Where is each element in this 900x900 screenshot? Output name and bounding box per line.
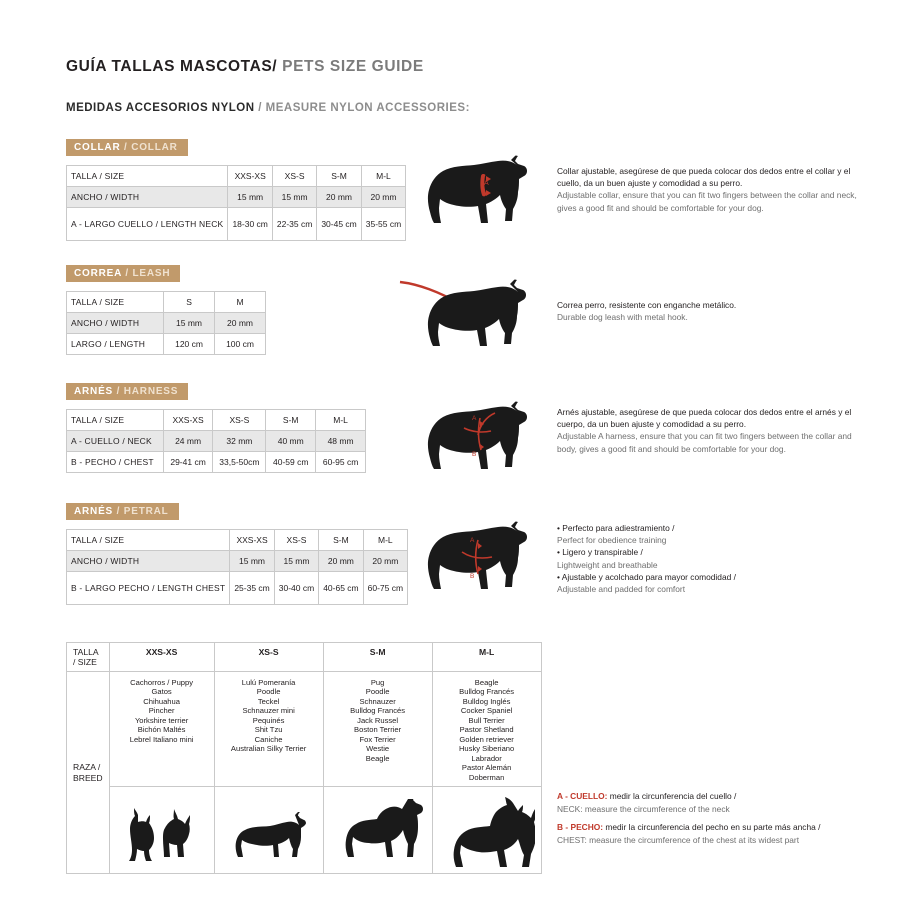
cell: 29-41 cm bbox=[163, 452, 213, 473]
cell: 15 mm bbox=[228, 187, 272, 208]
breed-name: Teckel bbox=[257, 696, 280, 706]
table-row bbox=[67, 787, 542, 874]
breed-size-m-l: M-L bbox=[432, 643, 541, 672]
cell: 40-59 cm bbox=[266, 452, 316, 473]
bullet-3-en: Adjustable and padded for comfort bbox=[557, 583, 686, 594]
breed-name: Pincher bbox=[148, 706, 175, 716]
breed-name: Poodle bbox=[365, 687, 390, 697]
cell: 32 mm bbox=[213, 431, 266, 452]
table-row bbox=[67, 452, 366, 473]
breed-name: Australian Silky Terrier bbox=[230, 744, 307, 754]
bullet-3-es: • Ajustable y acolchado para mayor comodidad / bbox=[557, 571, 736, 582]
table-row bbox=[67, 166, 406, 187]
description-leash-en: Durable dog leash with metal hook. bbox=[557, 312, 688, 323]
cell: 33,5-50cm bbox=[213, 452, 266, 473]
cell: S-M bbox=[317, 166, 361, 187]
breed-name: Shit Tzu bbox=[254, 725, 283, 735]
cell: 60-95 cm bbox=[316, 452, 366, 473]
table-breeds bbox=[66, 642, 542, 874]
breed-list-s-m bbox=[323, 672, 432, 787]
page-subtitle-en: / MEASURE NYLON ACCESSORIES: bbox=[254, 102, 470, 114]
table-row bbox=[67, 410, 366, 431]
cell: 120 cm bbox=[164, 334, 215, 355]
breed-name: Schnauzer bbox=[359, 696, 396, 706]
cell: XXS-XS bbox=[230, 530, 274, 551]
page-subtitle bbox=[66, 102, 470, 114]
breed-name: Lulú Pomeranía bbox=[241, 678, 296, 687]
row-label: B - PECHO / CHEST bbox=[67, 452, 164, 473]
table-row bbox=[67, 572, 408, 605]
cell: 25-35 cm bbox=[230, 572, 274, 605]
breed-name: Yorkshire terrier bbox=[134, 715, 189, 725]
row-label: LARGO / LENGTH bbox=[67, 334, 164, 355]
cell: M-L bbox=[361, 166, 405, 187]
breed-name: Westie bbox=[366, 744, 390, 754]
breed-name: Fox Terrier bbox=[359, 734, 396, 744]
breed-name: Golden retriever bbox=[459, 734, 514, 744]
table-row bbox=[67, 431, 366, 452]
breed-name: Lebrel Italiano mini bbox=[129, 734, 194, 744]
cell: 15 mm bbox=[164, 313, 215, 334]
cell: 15 mm bbox=[272, 187, 316, 208]
section-tag-petral bbox=[66, 503, 179, 520]
illustration-dog-harness bbox=[400, 398, 550, 493]
illustration-dog-collar bbox=[400, 152, 550, 247]
cell: M-L bbox=[363, 530, 407, 551]
breed-illustration-xxs-xs bbox=[109, 787, 214, 874]
breed-size-s-m: S-M bbox=[323, 643, 432, 672]
breed-row-label: RAZA / BREED bbox=[67, 672, 110, 874]
breed-name: Bulldog Francés bbox=[459, 687, 515, 697]
table-row bbox=[67, 334, 266, 355]
section-tag-harness-es: ARNÉS bbox=[74, 386, 114, 397]
table-row bbox=[67, 187, 406, 208]
breed-name: Jack Russel bbox=[357, 715, 399, 725]
section-tag-harness bbox=[66, 383, 188, 400]
cell: 22-35 cm bbox=[272, 208, 316, 241]
cell: M-L bbox=[316, 410, 366, 431]
breed-name: Bulldog Inglés bbox=[462, 696, 511, 706]
breed-name: Pequinés bbox=[252, 715, 285, 725]
measure-legend bbox=[557, 790, 887, 846]
legend-neck: A - CUELLO: medir la circunferencia del cuello / NECK: measure the circumference of the neck bbox=[557, 791, 737, 814]
breed-name: Pastor Alemán bbox=[461, 763, 512, 773]
svg-text:B: B bbox=[470, 573, 475, 580]
section-tag-petral-es: ARNÉS bbox=[74, 506, 114, 517]
cell: 20 mm bbox=[363, 551, 407, 572]
breed-name: Boston Terrier bbox=[354, 725, 402, 735]
table-collar bbox=[66, 165, 406, 241]
cell: XS-S bbox=[274, 530, 318, 551]
table-harness bbox=[66, 409, 366, 473]
row-label: TALLA / SIZE bbox=[67, 292, 164, 313]
table-petral bbox=[66, 529, 408, 605]
breed-name: Pug bbox=[370, 678, 385, 687]
section-tag-leash bbox=[66, 265, 180, 282]
breed-name: Poodle bbox=[256, 687, 281, 697]
row-label: A - CUELLO / NECK bbox=[67, 431, 164, 452]
section-tag-harness-en: / HARNESS bbox=[113, 386, 179, 397]
cell: 60-75 cm bbox=[363, 572, 407, 605]
page-title bbox=[66, 58, 424, 76]
page-title-es: GUÍA TALLAS MASCOTAS/ bbox=[66, 58, 278, 75]
cell: 20 mm bbox=[361, 187, 405, 208]
table-row bbox=[67, 530, 408, 551]
breed-list-xs-s bbox=[214, 672, 323, 787]
row-label: ANCHO / WIDTH bbox=[67, 313, 164, 334]
cell: XS-S bbox=[272, 166, 316, 187]
svg-text:A: A bbox=[472, 415, 477, 422]
section-tag-collar-en: / COLLAR bbox=[120, 142, 178, 153]
bullet-1-es: • Perfecto para adiestramiento / bbox=[557, 523, 675, 533]
cell: 20 mm bbox=[215, 313, 266, 334]
breed-list-m-l bbox=[432, 672, 541, 787]
breed-name: Chihuahua bbox=[143, 696, 180, 706]
cell: S-M bbox=[266, 410, 316, 431]
cell: XXS-XS bbox=[163, 410, 213, 431]
breed-size-label: TALLA / SIZE bbox=[67, 643, 110, 672]
table-leash bbox=[66, 291, 266, 355]
cell: 15 mm bbox=[230, 551, 274, 572]
table-row bbox=[67, 292, 266, 313]
cell: M bbox=[215, 292, 266, 313]
breed-name: Husky Siberiano bbox=[458, 744, 515, 754]
bullet-1-en: Perfect for obedience training bbox=[557, 535, 667, 546]
description-collar bbox=[557, 165, 857, 214]
cell: 20 mm bbox=[317, 187, 361, 208]
description-collar-es: Collar ajustable, asegúrese de que pueda colocar dos dedos entre el collar y el cuello, da un buen ajuste y comodidad a su perro. bbox=[557, 166, 851, 189]
description-harness-es: Arnés ajustable, asegúrese de que pueda colocar dos dedos entre el arnés y el cuerpo, da un buen ajuste y comodidad a su perro. bbox=[557, 407, 852, 430]
row-label: TALLA / SIZE bbox=[67, 410, 164, 431]
cell: 24 mm bbox=[163, 431, 213, 452]
row-label: ANCHO / WIDTH bbox=[67, 551, 230, 572]
description-harness bbox=[557, 406, 857, 455]
cell: XXS-XS bbox=[228, 166, 272, 187]
breed-name: Caniche bbox=[254, 734, 283, 744]
svg-text:A: A bbox=[470, 537, 475, 544]
description-collar-en: Adjustable collar, ensure that you can fit two fingers between the collar and neck, gives a good fit and should be comfortable for your dog. bbox=[557, 190, 857, 213]
svg-text:B: B bbox=[472, 451, 477, 458]
section-tag-leash-en: / LEASH bbox=[121, 268, 171, 279]
table-row bbox=[67, 672, 542, 787]
breed-name: Gatos bbox=[151, 687, 172, 697]
bullet-2-en: Lightweight and breathable bbox=[557, 559, 658, 570]
cell: 40 mm bbox=[266, 431, 316, 452]
breed-list-xxs-xs bbox=[109, 672, 214, 787]
breed-name: Beagle bbox=[474, 678, 499, 687]
cell: S-M bbox=[319, 530, 363, 551]
cell: 30-45 cm bbox=[317, 208, 361, 241]
description-leash-es: Correa perro, resistente con enganche metálico. bbox=[557, 300, 737, 310]
table-row bbox=[67, 551, 408, 572]
row-label: B - LARGO PECHO / LENGTH CHEST bbox=[67, 572, 230, 605]
breed-illustration-s-m bbox=[323, 787, 432, 874]
section-tag-leash-es: CORREA bbox=[74, 268, 122, 279]
row-label: ANCHO / WIDTH bbox=[67, 187, 228, 208]
breed-name: Pastor Shetland bbox=[459, 725, 514, 735]
row-label: A - LARGO CUELLO / LENGTH NECK bbox=[67, 208, 228, 241]
cell: 40-65 cm bbox=[319, 572, 363, 605]
cell: 18-30 cm bbox=[228, 208, 272, 241]
cell: 35-55 cm bbox=[361, 208, 405, 241]
section-tag-petral-en: / PETRAL bbox=[113, 506, 169, 517]
page-subtitle-es: MEDIDAS ACCESORIOS NYLON bbox=[66, 102, 255, 114]
description-petral-bullets bbox=[557, 522, 857, 595]
breed-size-xs-s: XS-S bbox=[214, 643, 323, 672]
svg-text:A: A bbox=[484, 180, 489, 187]
breed-size-xxs-xs: XXS-XS bbox=[109, 643, 214, 672]
cell: S bbox=[164, 292, 215, 313]
cell: 100 cm bbox=[215, 334, 266, 355]
cell: 48 mm bbox=[316, 431, 366, 452]
bullet-2-es: • Ligero y transpirable / bbox=[557, 547, 643, 558]
table-row bbox=[67, 208, 406, 241]
breed-name: Bichón Maltés bbox=[137, 725, 186, 735]
cell: 30-40 cm bbox=[274, 572, 318, 605]
table-row bbox=[67, 313, 266, 334]
row-label: TALLA / SIZE bbox=[67, 166, 228, 187]
illustration-dog-petral bbox=[400, 518, 550, 613]
breed-illustration-m-l bbox=[432, 787, 541, 874]
page-title-en: PETS SIZE GUIDE bbox=[277, 58, 424, 75]
breed-name: Schnauzer mini bbox=[242, 706, 295, 716]
description-leash bbox=[557, 299, 857, 323]
row-label: TALLA / SIZE bbox=[67, 530, 230, 551]
breed-name: Cocker Spaniel bbox=[460, 706, 513, 716]
section-tag-collar bbox=[66, 139, 188, 156]
illustration-dog-leash bbox=[392, 272, 552, 352]
section-tag-collar-es: COLLAR bbox=[74, 142, 121, 153]
breed-name: Cachorros / Puppy bbox=[130, 678, 194, 687]
breed-name: Beagle bbox=[365, 753, 390, 763]
cell: 15 mm bbox=[274, 551, 318, 572]
description-harness-en: Adjustable A harness, ensure that you can fit two fingers between the collar and body, gives a good fit and should be comfortable for your dog. bbox=[557, 431, 852, 454]
cell: XS-S bbox=[213, 410, 266, 431]
breed-name: Doberman bbox=[468, 772, 505, 782]
legend-chest: B - PECHO: medir la circunferencia del pecho en su parte más ancha / CHEST: measure the circumference of the chest at its widest part bbox=[557, 822, 821, 845]
breed-name: Bulldog Francés bbox=[350, 706, 406, 716]
cell: 20 mm bbox=[319, 551, 363, 572]
breed-illustration-xs-s bbox=[214, 787, 323, 874]
breed-name: Bull Terrier bbox=[468, 715, 505, 725]
table-row bbox=[67, 643, 542, 672]
breed-name: Labrador bbox=[471, 753, 502, 763]
